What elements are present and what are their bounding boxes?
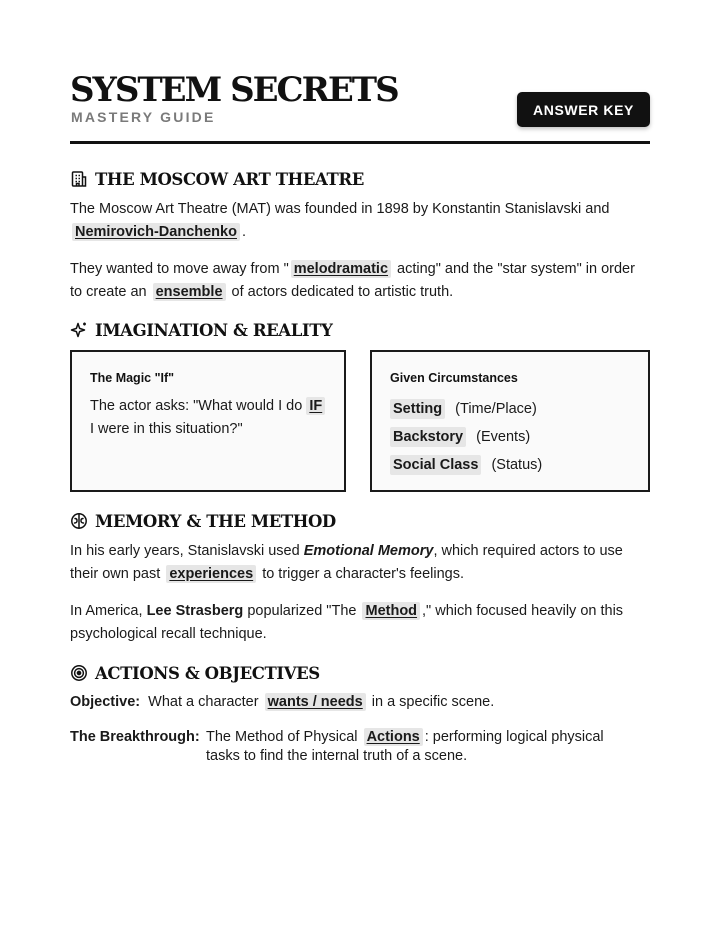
- paragraph-text: of actors dedicated to artistic truth.: [231, 284, 454, 300]
- paragraph-text: They wanted to move away from ": [70, 261, 289, 277]
- paragraph-text: , which required actors to use their own past: [70, 543, 623, 582]
- card-text: I were in this situation?": [90, 421, 243, 437]
- building-icon: [70, 170, 88, 188]
- target-icon: [70, 664, 88, 682]
- objective-row: [70, 693, 494, 712]
- circumstance-row: [390, 399, 537, 419]
- row-text: in a specific scene.: [371, 694, 495, 710]
- paragraph-text: to trigger a character's feelings.: [262, 566, 465, 582]
- lee-strasberg-name: Lee Strasberg: [146, 603, 244, 619]
- moscow-paragraph-1: [70, 198, 650, 244]
- paragraph-text: popularized "The: [247, 603, 357, 619]
- header: [70, 70, 650, 144]
- page-subtitle: MASTERY GUIDE: [71, 109, 216, 125]
- card-title: Given Circumstances: [390, 371, 518, 385]
- section-heading-imagination: [70, 318, 332, 342]
- sparkle-icon: [70, 321, 88, 339]
- paragraph-text: In his early years, Stanislavski used: [70, 543, 300, 559]
- row-text: What a character: [148, 694, 259, 710]
- section-heading-text: IMAGINATION & REALITY: [95, 320, 333, 340]
- paragraph-text: acting" and the "star system" in order to create an: [70, 261, 635, 300]
- page-title: SYSTEM SECRETS: [70, 70, 398, 110]
- section-heading-text: THE MOSCOW ART THEATRE: [95, 169, 364, 189]
- breakthrough-label: The Breakthrough:: [70, 729, 200, 745]
- card-title: The Magic "If": [90, 371, 175, 385]
- answer-melodramatic[interactable]: melodramatic: [291, 260, 391, 278]
- given-circumstances-card: [370, 350, 650, 492]
- section-heading-actions: [70, 661, 320, 685]
- memory-paragraph-1: [70, 540, 650, 586]
- circumstance-row: [390, 427, 530, 447]
- answer-actions[interactable]: Actions: [364, 728, 423, 746]
- breakthrough-text: [206, 728, 626, 766]
- emotional-memory-term: Emotional Memory: [303, 543, 434, 559]
- section-heading-text: ACTIONS & OBJECTIVES: [95, 663, 320, 683]
- answer-nemirovich-danchenko[interactable]: Nemirovich-Danchenko: [72, 223, 240, 241]
- circumstance-desc: (Status): [491, 457, 543, 473]
- moscow-paragraph-2: [70, 258, 650, 304]
- circumstance-row: [390, 455, 542, 475]
- card-body: [90, 395, 330, 441]
- circumstance-desc: (Time/Place): [455, 401, 537, 417]
- objective-label: Objective:: [70, 694, 141, 710]
- answer-method[interactable]: Method: [362, 602, 420, 620]
- answer-wants-needs[interactable]: wants / needs: [265, 693, 366, 711]
- paragraph-text: In America,: [70, 603, 143, 619]
- section-heading-memory: [70, 509, 336, 533]
- section-heading-text: MEMORY & THE METHOD: [95, 511, 336, 531]
- row-text: The Method of Physical: [206, 729, 358, 745]
- answer-key-button[interactable]: ANSWER KEY: [517, 92, 650, 127]
- row-text: : performing logical physical tasks to find the internal truth of a scene.: [206, 729, 604, 764]
- magic-if-card: [70, 350, 346, 492]
- circumstance-term[interactable]: Setting: [390, 399, 445, 419]
- answer-experiences[interactable]: experiences: [166, 565, 256, 583]
- memory-paragraph-2: [70, 600, 650, 646]
- answer-ensemble[interactable]: ensemble: [153, 283, 226, 301]
- paragraph-text: .: [241, 224, 246, 240]
- answer-if[interactable]: IF: [306, 397, 325, 415]
- paragraph-text: The Moscow Art Theatre (MAT) was founded in 1898 by Konstantin Stanislavski and: [70, 201, 610, 217]
- circumstance-term[interactable]: Backstory: [390, 427, 466, 447]
- circumstance-term[interactable]: Social Class: [390, 455, 481, 475]
- card-text: The actor asks: "What would I do: [90, 398, 303, 414]
- circumstance-desc: (Events): [476, 429, 531, 445]
- brain-icon: [70, 512, 88, 530]
- section-heading-moscow: [70, 167, 364, 191]
- header-divider: [70, 141, 650, 144]
- paragraph-text: ," which focused heavily on this psychological recall technique.: [70, 603, 624, 642]
